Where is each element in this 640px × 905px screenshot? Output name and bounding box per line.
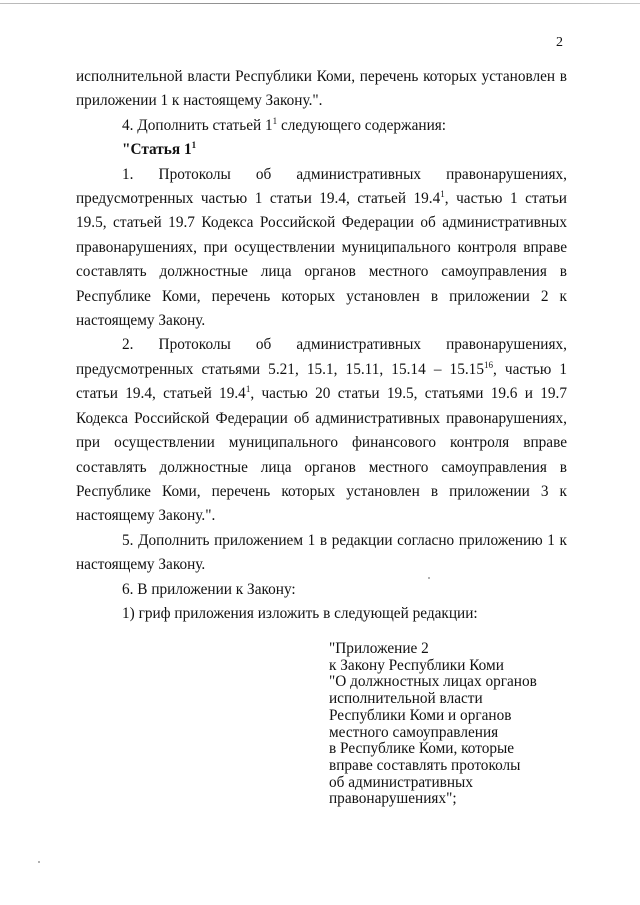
- text-run: 1) гриф приложения изложить в следующей редакции:: [122, 604, 478, 622]
- text-run: 2. Протоколы об административных правонарушениях, предусмотренных статьями 5.21, 15.1, 15.11, 15.14 – 15.15: [76, 336, 567, 378]
- paragraph-article-part-2: [76, 333, 567, 528]
- text-run: исполнительной власти Республики Коми, перечень которых установлен в приложении 1 к настоящему Закону.".: [76, 68, 567, 110]
- superscript: 1: [272, 115, 278, 126]
- annex-line: правонарушениях";: [329, 790, 457, 808]
- superscript: 1: [440, 189, 445, 200]
- text-run: 5. Дополнить приложением 1 в редакции согласно приложению 1 к настоящему Закону.: [76, 531, 567, 574]
- text-run: 6. В приложении к Закону:: [122, 580, 296, 598]
- page-number: 2: [556, 35, 563, 50]
- paragraph-continuation: [76, 65, 567, 114]
- annex-line: к Закону Республики Коми: [329, 656, 504, 674]
- paragraph-item-5: [76, 529, 567, 578]
- annex-line: местного самоуправления: [329, 723, 499, 741]
- annex-header-block: [329, 641, 579, 808]
- superscript: 16: [483, 359, 493, 370]
- text-run: , частью 1 статьи 19.4, статьей 19.4: [76, 360, 567, 403]
- annex-line: "О должностных лицах органов: [329, 673, 537, 691]
- article-heading: [76, 138, 567, 162]
- annex-line: об административных: [329, 773, 473, 791]
- paragraph-item-6: [76, 578, 567, 602]
- annex-line: исполнительной власти: [329, 690, 483, 708]
- paragraph-item-4: [76, 114, 567, 138]
- superscript: 1: [245, 384, 251, 395]
- paragraph-subitem-1: [76, 602, 567, 626]
- annex-line: вправе составлять протоколы: [329, 756, 521, 774]
- text-run: 1. Протоколы об административных правонарушениях, предусмотренных частью 1 статьи 19.4, статьей 19.4: [76, 165, 567, 208]
- text-run: "Статья 1: [122, 141, 192, 159]
- annex-line: "Приложение 2: [329, 640, 429, 657]
- scan-speck: [38, 861, 40, 863]
- superscript: 1: [191, 140, 197, 151]
- annex-line: в Республике Коми, которые: [329, 740, 515, 758]
- text-run: 4. Дополнить статьей 1: [122, 116, 273, 134]
- scan-edge-line: [0, 3, 640, 4]
- document-body: [76, 65, 567, 626]
- annex-line: Республики Коми и органов: [329, 706, 512, 724]
- text-run: следующего содержания:: [277, 116, 447, 134]
- paragraph-article-part-1: [76, 163, 567, 334]
- text-run: , частью 1 статьи 19.5, статьей 19.7 Кодекса Российской Федерации об административных правонарушениях, при осуществлении муниципального контроля вправе составлять должностные лица органов местного самоуправления в Республике Коми, перечень которых установлен в приложении 2 к настоящему Закону.: [76, 190, 567, 330]
- text-run: , частью 20 статьи 19.5, статьями 19.6 и 19.7 Кодекса Российской Федерации об административных правонарушениях, при осуществлении муниципального финансового контроля вправе составлять должностные лица органов местного самоуправления в Республике Коми, перечень которых установлен в приложении 3 к настоящему Закону.".: [76, 385, 567, 525]
